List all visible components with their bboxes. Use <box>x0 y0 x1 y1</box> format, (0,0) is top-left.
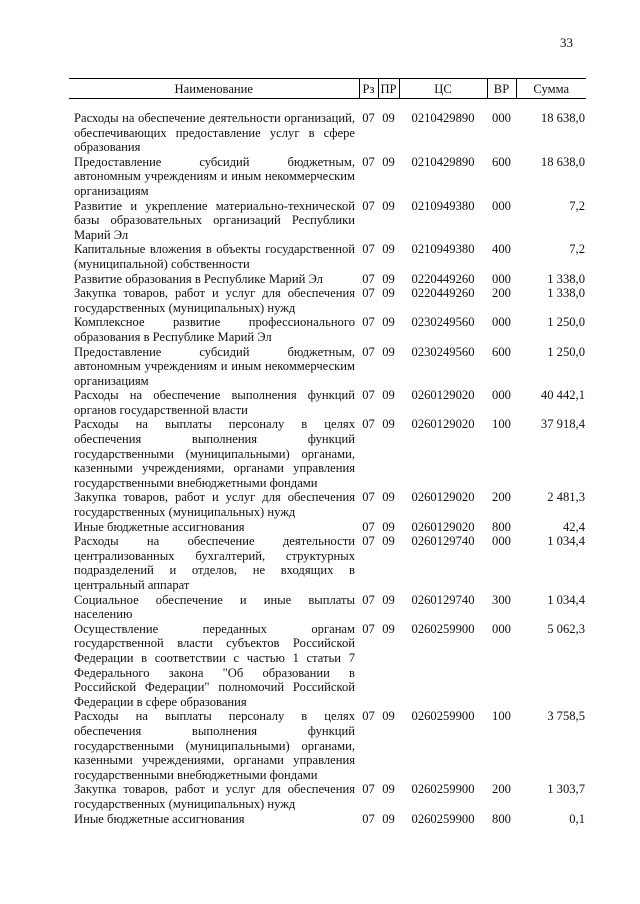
cell-name: Закупка товаров, работ и услуг для обеспечения государственных (муниципальных) нужд <box>74 490 355 520</box>
cell-name: Расходы на выплаты персоналу в целях обеспечения выполнения функций государственными (муниципальными) органами, казенными учреждениями, органами управления государственными внебюджетными фондами <box>74 709 355 782</box>
cell-vr: 600 <box>492 344 511 359</box>
table-row <box>69 534 586 592</box>
cell-pr: 09 <box>382 242 395 257</box>
cell-pr: 09 <box>382 286 395 301</box>
cell-name: Предоставление субсидий бюджетным, автономным учреждениям и иным некоммерческим организациям <box>74 344 355 388</box>
table-row <box>69 593 586 622</box>
cell-vr: 300 <box>492 592 511 607</box>
header-sum: Сумма <box>516 79 586 99</box>
cell-cs: 0260259900 <box>411 782 475 797</box>
cell-sum: 7,2 <box>569 198 585 213</box>
cell-sum: 18 638,0 <box>540 154 585 169</box>
cell-cs: 0210949380 <box>411 198 475 213</box>
cell-cs: 0260129020 <box>411 519 475 534</box>
cell-pr: 09 <box>382 811 395 826</box>
table-row <box>69 417 586 490</box>
cell-pr: 09 <box>382 198 395 213</box>
page-number: 33 <box>560 35 573 50</box>
cell-sum: 42,4 <box>562 519 585 534</box>
cell-vr: 100 <box>492 709 511 724</box>
cell-name: Иные бюджетные ассигнования <box>74 811 245 826</box>
cell-sum: 1 303,7 <box>547 782 585 797</box>
cell-rz: 07 <box>362 621 375 636</box>
cell-name: Закупка товаров, работ и услуг для обеспечения государственных (муниципальных) нужд <box>74 782 355 811</box>
cell-vr: 600 <box>492 154 511 169</box>
cell-cs: 0220449260 <box>411 286 475 301</box>
table-row <box>69 622 586 710</box>
cell-pr: 09 <box>382 519 395 534</box>
table-row <box>69 709 586 782</box>
cell-vr: 200 <box>492 490 511 505</box>
cell-rz: 07 <box>362 198 375 213</box>
cell-rz: 07 <box>362 286 375 301</box>
table-row <box>69 315 586 344</box>
cell-cs: 0210429890 <box>411 154 475 169</box>
table-row <box>69 242 586 271</box>
cell-sum: 1 034,4 <box>547 592 585 607</box>
cell-rz: 07 <box>362 388 375 403</box>
cell-pr: 09 <box>382 782 395 797</box>
cell-name: Развитие и укрепление материально-технической базы образовательных организаций Республики Марий Эл <box>74 198 355 242</box>
cell-name: Осуществление переданных органам государственной власти субъектов Российской Федерации в соответствии с частью 1 статьи 7 Федерального закона "Об образовании в Российской Федерации" полномочий Российской Федерации в сфере образования <box>74 621 355 709</box>
cell-cs: 0260259900 <box>411 621 475 636</box>
cell-name: Иные бюджетные ассигнования <box>74 519 245 534</box>
cell-sum: 1 250,0 <box>547 315 585 330</box>
cell-vr: 000 <box>492 621 511 636</box>
cell-vr: 200 <box>492 286 511 301</box>
cell-rz: 07 <box>362 417 375 432</box>
cell-rz: 07 <box>362 242 375 257</box>
cell-cs: 0260129740 <box>411 592 475 607</box>
cell-name: Развитие образования в Республике Марий Эл <box>74 271 323 286</box>
cell-vr: 400 <box>492 242 511 257</box>
cell-rz: 07 <box>362 111 375 125</box>
cell-pr: 09 <box>382 344 395 359</box>
table-row <box>69 520 586 535</box>
cell-pr: 09 <box>382 534 395 549</box>
table-row <box>69 388 586 417</box>
cell-cs: 0230249560 <box>411 315 475 330</box>
cell-name: Капитальные вложения в объекты государственной (муниципальной) собственности <box>74 242 355 271</box>
cell-name: Расходы на обеспечение деятельности централизованных бухгалтерий, структурных подразделений и отделов, не входящих в центральный аппарат <box>74 534 355 592</box>
table-row <box>69 812 586 827</box>
cell-pr: 09 <box>382 315 395 330</box>
cell-rz: 07 <box>362 271 375 286</box>
cell-name: Предоставление субсидий бюджетным, автономным учреждениям и иным некоммерческим организациям <box>74 154 355 198</box>
cell-cs: 0230249560 <box>411 344 475 359</box>
cell-vr: 000 <box>492 388 511 403</box>
cell-sum: 2 481,3 <box>547 490 585 505</box>
table-row <box>69 272 586 287</box>
table-row <box>69 155 586 199</box>
cell-sum: 0,1 <box>569 811 585 826</box>
header-cs: ЦС <box>399 79 487 99</box>
cell-vr: 000 <box>492 111 511 125</box>
cell-rz: 07 <box>362 315 375 330</box>
table-body <box>69 99 586 827</box>
cell-rz: 07 <box>362 519 375 534</box>
header-name: Наименование <box>69 79 359 99</box>
cell-rz: 07 <box>362 344 375 359</box>
table-row <box>69 345 586 389</box>
table-row <box>69 99 586 155</box>
cell-vr: 000 <box>492 534 511 549</box>
header-pr: ПР <box>378 79 399 99</box>
table-row <box>69 286 586 315</box>
cell-name: Социальное обеспечение и иные выплаты населению <box>74 592 355 622</box>
cell-name: Закупка товаров, работ и услуг для обеспечения государственных (муниципальных) нужд <box>74 286 355 315</box>
cell-rz: 07 <box>362 811 375 826</box>
cell-rz: 07 <box>362 490 375 505</box>
cell-cs: 0210429890 <box>411 111 475 125</box>
cell-pr: 09 <box>382 271 395 286</box>
cell-pr: 09 <box>382 111 395 125</box>
cell-cs: 0260129020 <box>411 417 475 432</box>
budget-table-container <box>69 78 586 826</box>
cell-cs: 0260129020 <box>411 388 475 403</box>
cell-vr: 000 <box>492 198 511 213</box>
cell-vr: 000 <box>492 315 511 330</box>
cell-sum: 37 918,4 <box>540 417 585 432</box>
cell-sum: 1 338,0 <box>547 286 585 301</box>
cell-name: Расходы на обеспечение деятельности организаций, обеспечивающих предоставление услуг в сфере образования <box>74 111 355 155</box>
cell-name: Комплексное развитие профессионального образования в Республике Марий Эл <box>74 315 355 344</box>
table-row <box>69 199 586 243</box>
table-row <box>69 782 586 811</box>
cell-pr: 09 <box>382 621 395 636</box>
cell-rz: 07 <box>362 709 375 724</box>
cell-pr: 09 <box>382 490 395 505</box>
cell-pr: 09 <box>382 417 395 432</box>
cell-vr: 800 <box>492 811 511 826</box>
cell-pr: 09 <box>382 154 395 169</box>
cell-cs: 0260129740 <box>411 534 475 549</box>
cell-sum: 1 338,0 <box>547 271 585 286</box>
cell-vr: 100 <box>492 417 511 432</box>
cell-pr: 09 <box>382 592 395 607</box>
cell-pr: 09 <box>382 388 395 403</box>
cell-name: Расходы на обеспечение выполнения функций органов государственной власти <box>74 388 355 417</box>
header-vr: ВР <box>487 79 516 99</box>
cell-name: Расходы на выплаты персоналу в целях обеспечения выполнения функций государственными (муниципальными) органами, казенными учреждениями, органами управления государственными внебюджетными фондами <box>74 417 355 490</box>
header-rz: Рз <box>359 79 378 99</box>
cell-sum: 1 250,0 <box>547 344 585 359</box>
cell-cs: 0260129020 <box>411 490 475 505</box>
cell-sum: 1 034,4 <box>547 534 585 549</box>
budget-table <box>69 78 586 826</box>
cell-vr: 800 <box>492 519 511 534</box>
cell-cs: 0260259900 <box>411 811 475 826</box>
cell-vr: 000 <box>492 271 511 286</box>
table-row <box>69 490 586 519</box>
cell-sum: 18 638,0 <box>540 111 585 125</box>
cell-pr: 09 <box>382 709 395 724</box>
cell-rz: 07 <box>362 534 375 549</box>
cell-sum: 40 442,1 <box>540 388 585 403</box>
cell-sum: 5 062,3 <box>547 621 585 636</box>
cell-vr: 200 <box>492 782 511 797</box>
cell-rz: 07 <box>362 154 375 169</box>
table-header-row <box>69 79 586 99</box>
cell-sum: 3 758,5 <box>547 709 585 724</box>
cell-rz: 07 <box>362 592 375 607</box>
cell-cs: 0210949380 <box>411 242 475 257</box>
cell-sum: 7,2 <box>569 242 585 257</box>
cell-cs: 0260259900 <box>411 709 475 724</box>
cell-cs: 0220449260 <box>411 271 475 286</box>
cell-rz: 07 <box>362 782 375 797</box>
